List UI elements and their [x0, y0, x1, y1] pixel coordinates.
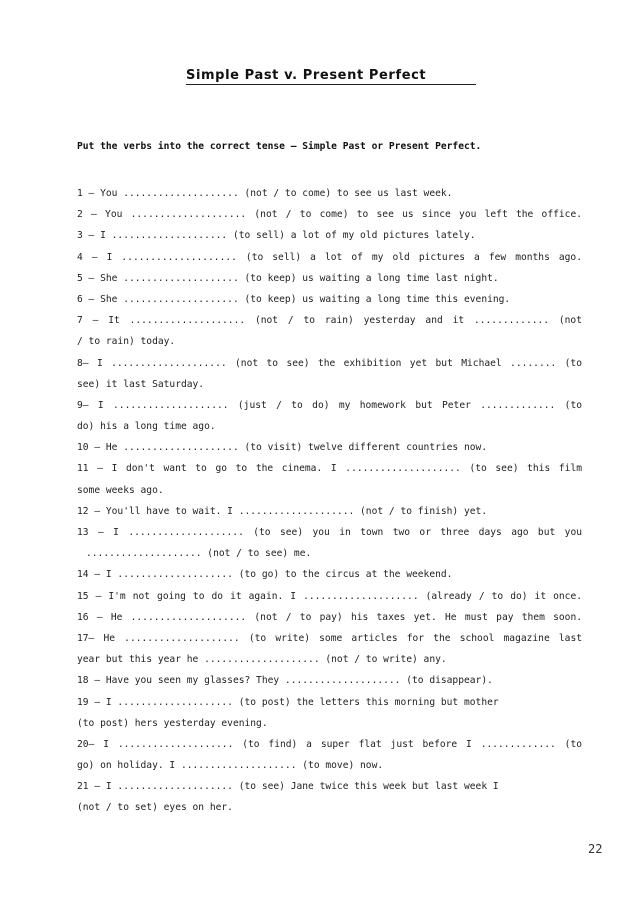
exercise-line: 13 – I .................... (to see) you in town two or three days ago but you: [77, 527, 582, 538]
exercise-list: [77, 183, 582, 819]
exercise-line: 20– I .................... (to find) a super flat just before I ............. (to: [77, 738, 582, 750]
exercise-line: 3 – I .................... (to sell) a lot of my old pictures lately.: [77, 230, 476, 242]
instructions: Put the verbs into the correct tense – Simple Past or Present Perfect.: [77, 141, 482, 152]
exercise-line: 15 – I'm not going to do it again. I .................... (already / to do) it once.: [77, 590, 582, 602]
exercise-line: year but this year he .................... (not / to write) any.: [77, 654, 447, 666]
exercise-line: 12 – You'll have to wait. I .................... (not / to finish) yet.: [77, 505, 488, 517]
exercise-line: (not / to set) eyes on her.: [77, 802, 233, 814]
page-title: Simple Past v. Present Perfect: [186, 68, 476, 85]
exercise-line: do) his a long time ago.: [77, 421, 216, 433]
exercise-line: 6 – She .................... (to keep) us waiting a long time this evening.: [77, 293, 511, 305]
exercise-line: 18 – Have you seen my glasses? They .................... (to disappear).: [77, 675, 493, 687]
exercise-line: 10 – He .................... (to visit) twelve different countries now.: [77, 442, 488, 454]
exercise-line: 7 – It .................... (not / to rain) yesterday and it ............. (not: [77, 315, 582, 327]
exercise-line: 11 – I don't want to go to the cinema. I .................... (to see) this film: [77, 463, 582, 475]
exercise-line: 14 – I .................... (to go) to the circus at the weekend.: [77, 569, 453, 581]
exercise-line: some weeks ago.: [77, 484, 164, 496]
exercise-line: (to post) hers yesterday evening.: [77, 717, 268, 729]
exercise-line: 4 – I .................... (to sell) a lot of my old pictures a few months ago.: [77, 251, 582, 263]
exercise-line: 19 – I .................... (to post) the letters this morning but mother: [77, 696, 499, 708]
exercise-line: 1 – You .................... (not / to come) to see us last week.: [77, 188, 453, 199]
exercise-line: 21 – I .................... (to see) Jane twice this week but last week I: [77, 781, 499, 793]
exercise-line: .................... (not / to see) me.: [86, 548, 312, 560]
exercise-line: see) it last Saturday.: [77, 378, 205, 390]
exercise-line: 16 – He .................... (not / to pay) his taxes yet. He must pay them soon.: [77, 611, 582, 623]
exercise-line: 17– He .................... (to write) some articles for the school magazine last: [77, 632, 582, 644]
exercise-line: / to rain) today.: [77, 336, 176, 348]
exercise-line: 8– I .................... (not to see) the exhibition yet but Michael ........ (to: [77, 357, 582, 369]
exercise-line: go) on holiday. I .................... (to move) now.: [77, 760, 384, 772]
page-number: 22: [588, 842, 603, 856]
exercise-line: 9– I .................... (just / to do) my homework but Peter ............. (to: [77, 399, 582, 411]
exercise-line: 2 – You .................... (not / to come) to see us since you left the office.: [77, 209, 582, 221]
exercise-line: 5 – She .................... (to keep) us waiting a long time last night.: [77, 272, 499, 284]
